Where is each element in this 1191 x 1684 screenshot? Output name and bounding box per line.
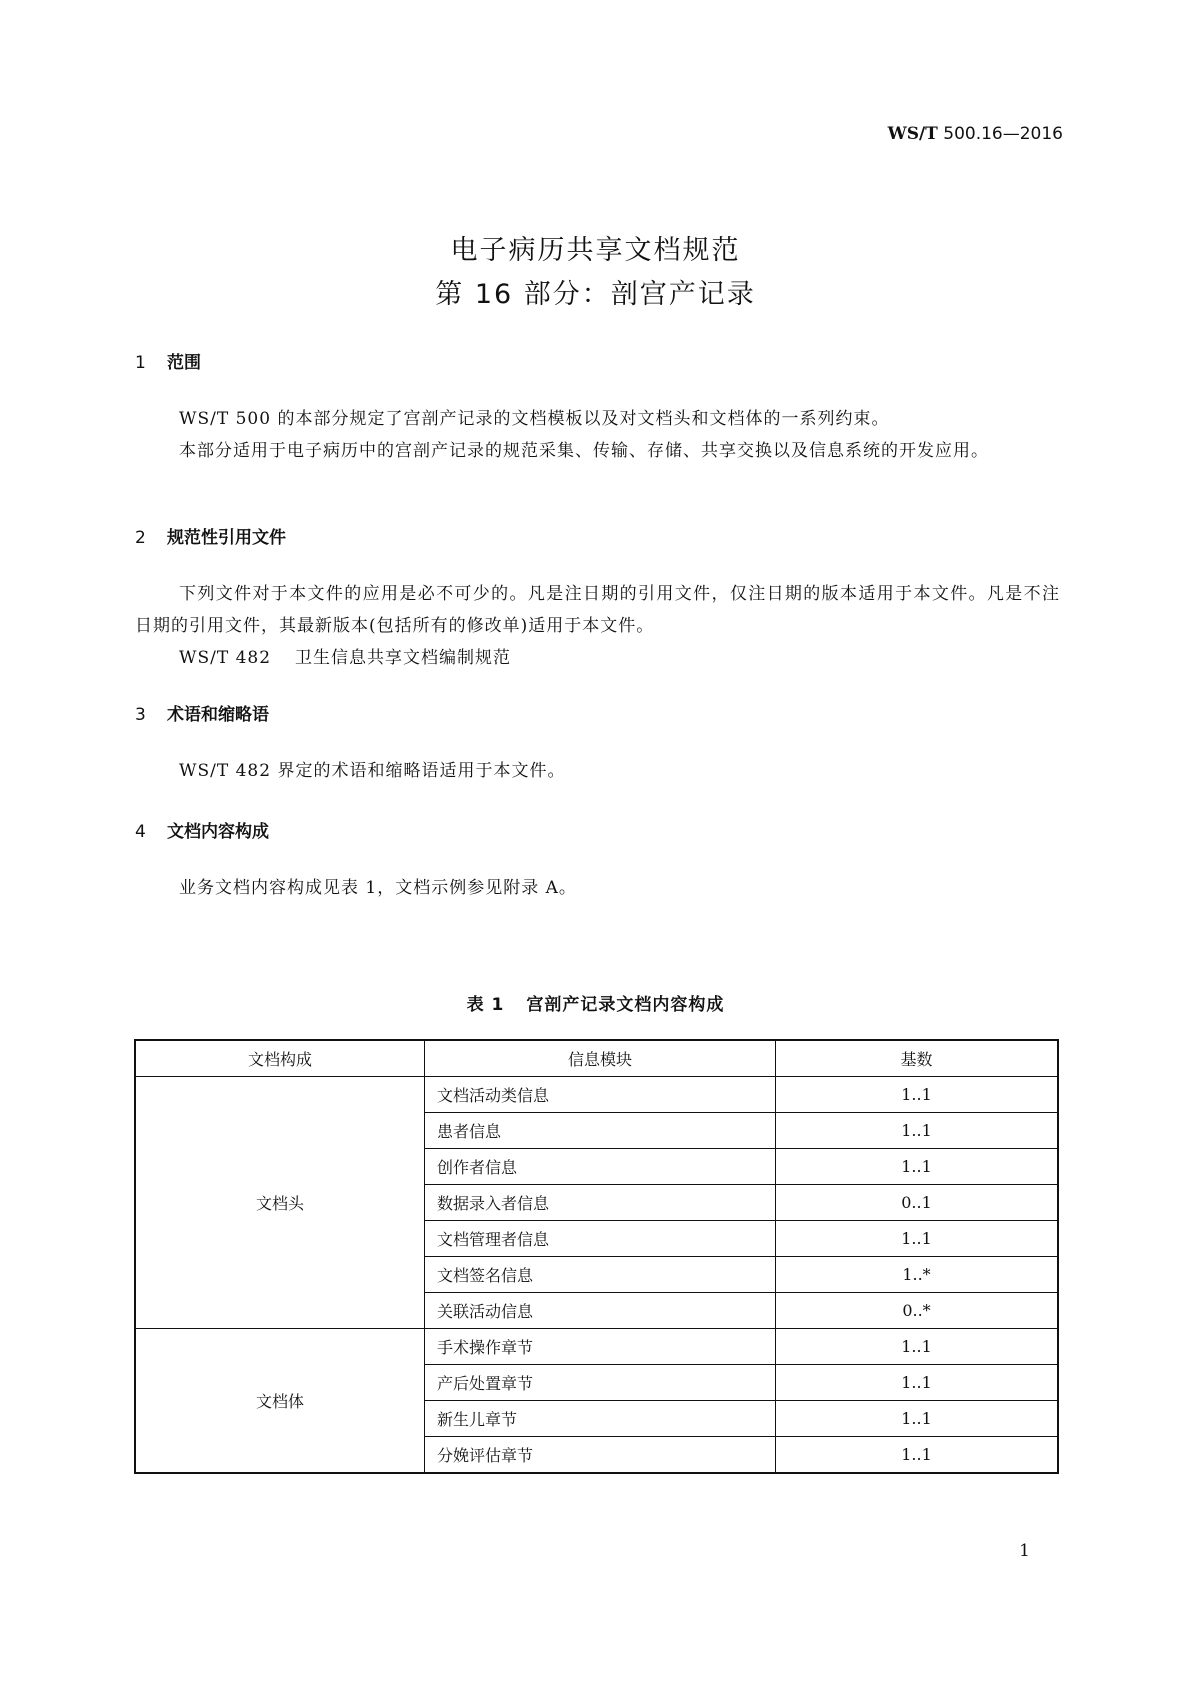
module-cell: 产后处置章节	[425, 1365, 776, 1401]
section-number: 1	[135, 353, 146, 373]
module-cell: 新生儿章节	[425, 1401, 776, 1437]
cardinality-cell: 0..1	[776, 1185, 1059, 1221]
section-number: 4	[135, 822, 146, 842]
reference-code: WS/T 482	[179, 648, 272, 668]
section-heading-references	[135, 523, 286, 548]
cardinality-cell: 1..1	[776, 1077, 1059, 1113]
table-caption-title: 宫剖产记录文档内容构成	[526, 995, 725, 1015]
table-header-row	[135, 1040, 1058, 1077]
section-heading-content	[135, 817, 269, 842]
module-cell: 文档签名信息	[425, 1257, 776, 1293]
cardinality-cell: 1..*	[776, 1257, 1059, 1293]
header-module: 信息模块	[425, 1040, 776, 1077]
module-cell: 数据录入者信息	[425, 1185, 776, 1221]
module-cell: 分娩评估章节	[425, 1437, 776, 1474]
section-title: 范围	[167, 353, 201, 373]
reference-title: 卫生信息共享文档编制规范	[295, 648, 512, 668]
module-cell: 关联活动信息	[425, 1293, 776, 1329]
cardinality-cell: 1..1	[776, 1365, 1059, 1401]
scope-paragraph-1: WS/T 500 的本部分规定了宫剖产记录的文档模板以及对文档头和文档体的一系列约束。	[179, 409, 890, 429]
section-title: 术语和缩略语	[167, 705, 269, 725]
header-cardinality: 基数	[776, 1040, 1059, 1077]
cardinality-cell: 1..1	[776, 1329, 1059, 1365]
module-cell: 创作者信息	[425, 1149, 776, 1185]
section-number: 2	[135, 528, 146, 548]
content-structure-table	[134, 1039, 1059, 1474]
cardinality-cell: 0..*	[776, 1293, 1059, 1329]
references-paragraph: 下列文件对于本文件的应用是必不可少的。凡是注日期的引用文件，仅注日期的版本适用于本文件。凡是不注日期的引用文件，其最新版本(包括所有的修改单)适用于本文件。	[135, 584, 1060, 636]
table-caption	[0, 990, 1191, 1015]
document-subtitle: 第 16 部分：剖宫产记录	[435, 279, 756, 310]
reference-entry	[135, 642, 1060, 674]
table-row	[135, 1077, 1058, 1113]
table-row	[135, 1329, 1058, 1365]
cardinality-cell: 1..1	[776, 1221, 1059, 1257]
section-title: 规范性引用文件	[167, 528, 286, 548]
section-heading-scope	[135, 348, 201, 373]
cardinality-cell: 1..1	[776, 1437, 1059, 1474]
table-caption-number: 表 1	[466, 995, 505, 1015]
cardinality-cell: 1..1	[776, 1149, 1059, 1185]
document-title: 电子病历共享文档规范	[450, 235, 741, 266]
cardinality-cell: 1..1	[776, 1113, 1059, 1149]
group-document-header: 文档头	[135, 1077, 425, 1329]
content-paragraph: 业务文档内容构成见表 1，文档示例参见附录 A。	[179, 878, 577, 898]
page-number: 1	[1019, 1541, 1030, 1561]
standard-number	[888, 124, 1063, 144]
section-number: 3	[135, 705, 146, 725]
group-document-body: 文档体	[135, 1329, 425, 1474]
scope-paragraph-2: 本部分适用于电子病历中的宫剖产记录的规范采集、传输、存储、共享交换以及信息系统的开发应用。	[179, 441, 989, 461]
module-cell: 手术操作章节	[425, 1329, 776, 1365]
module-cell: 患者信息	[425, 1113, 776, 1149]
standard-prefix: WS/T	[887, 124, 938, 144]
module-cell: 文档活动类信息	[425, 1077, 776, 1113]
cardinality-cell: 1..1	[776, 1401, 1059, 1437]
section-heading-terms	[135, 700, 269, 725]
terms-paragraph: WS/T 482 界定的术语和缩略语适用于本文件。	[179, 761, 566, 781]
section-title: 文档内容构成	[167, 822, 269, 842]
standard-code: 500.16—2016	[943, 124, 1063, 144]
header-composition: 文档构成	[135, 1040, 425, 1077]
module-cell: 文档管理者信息	[425, 1221, 776, 1257]
